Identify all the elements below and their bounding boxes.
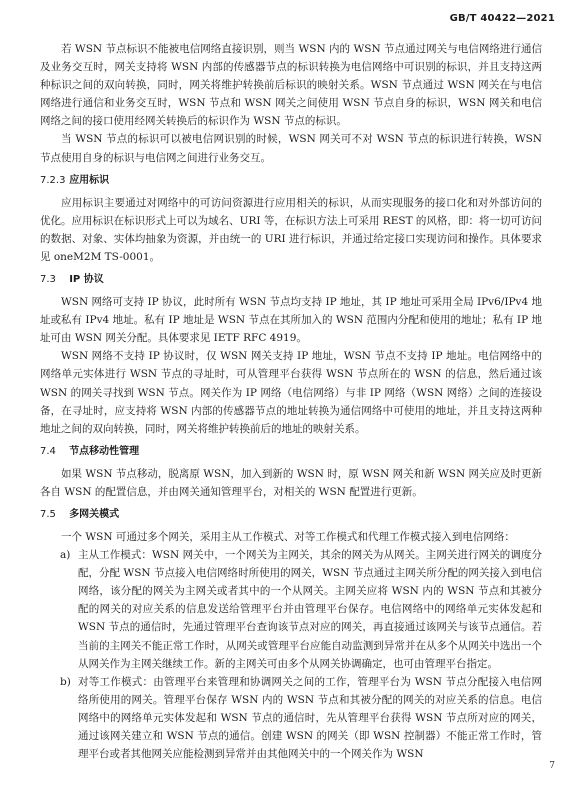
list-marker: a) [60,549,71,562]
section-title: 多网关模式 [69,508,120,520]
paragraph-ip-supported: WSN 网络可支持 IP 协议，此时所有 WSN 节点均支持 IP 地址，其 IP 地址可采用全局 IPv6/IPv4 地址或私有 IPv4 地址。私有 IP 地址是 WSN 节点在其所加入的 WSN 范围内分配和使用的地址；私有 IP 地址可由 WSN 网关分配。具体要求见 IETF RFC 4919。 [40,296,542,345]
section-title: 节点移动性管理 [69,445,140,457]
paragraph-multi-gateway-intro: 一个 WSN 可通过多个网关，采用主从工作模式、对等工作模式和代理工作模式接入到电信网络： [61,530,515,543]
list-item-master-slave [40,546,542,673]
paragraph-identifier-conversion: 若 WSN 节点标识不能被电信网络直接识别，则当 WSN 内的 WSN 节点通过网关与电信网络进行通信及业务交互时，网关支持将 WSN 内部的传感器节点的标识转换为电信网络中可识别的标识，并且支持这两种标识之间的双向转换，同时，网关将维护转换前后标识的映射关系。WSN 节点通过 WSN 网关在与电信网络进行通信和业务交互时，WSN 节点和 WSN 网关之间使用 WSN 节点自身的标识，WSN 网关和电信网络之间的接口使用经网关转换后的标识作为 WSN 节点的标识。 [40,43,542,128]
section-title: IP 协议 [69,274,104,286]
section-number: 7.5 [40,508,56,520]
section-title: 应用标识 [69,174,110,186]
section-heading-7-3 [40,271,542,289]
section-heading-7-5 [40,506,542,524]
standard-number: GB/T 40422—2021 [449,13,555,24]
list-item-peer [40,673,542,763]
list-item-text: 主从工作模式：WSN 网关中，一个网关为主网关，其余的网关为从网关。主网关进行网关的调度分配，分配 WSN 节点接入电信网络时所使用的网关，WSN 节点通过主网关所分配的网关接入到电信网络，该分配的网关为主网关或者其中的一个从网关。主网关应将 WSN 内的 WSN 节点和其被分配的网关的对应关系的信息发送给管理平台并由管理平台保存。电信网络中的网络单元实体发起和 WSN 节点的通信时，先通过管理平台查询该节点对应的网关，再直接通过该网关与该节点通信。若当前的主网关不能正常工作时，从网关或管理平台应能自动监测到异常并在从多个从网关中选出一个从网关作为主网关继续工作。新的主网关可由多个从网关协调确定，也可由管理平台指定。 [78,549,542,670]
paragraph-application-identifier: 应用标识主要通过对网络中的可访问资源进行应用相关的标识，从而实现服务的接口化和对外部访问的优化。应用标识在标识形式上可以为域名、URI 等，在标识方法上可采用 REST 的风格，即：将一切可访问的数据、对象、实体均抽象为资源，并由统一的 URI 进行标识，并通过给定接口实现访问和操作。具体要求见 oneM2M TS-0001。 [40,196,542,263]
document-body [40,40,542,763]
section-number: 7.3 [40,274,56,286]
page-number: 7 [549,761,555,771]
section-number: 7.2.3 [40,174,66,186]
list-item-text: 对等工作模式：由管理平台来管理和协调网关之间的工作，管理平台为 WSN 节点分配接入电信网络所使用的网关。管理平台保存 WSN 内的 WSN 节点和其被分配的网关的对应关系的信息。电信网络中的网络单元实体发起和 WSN 节点的通信时，先从管理平台获得 WSN 节点所对应的网关，通过该网关建立和 WSN 节点的通信。创建 WSN 的网关（即 WSN 控制器）不能正常工作时，管理平台或者其他网关应能检测到异常并由其他网关中的一个网关作为 WSN [78,675,542,761]
paragraph-node-mobility: 如果 WSN 节点移动，脱离原 WSN，加入到新的 WSN 时，原 WSN 网关和新 WSN 网关应及时更新各自 WSN 的配置信息，并由网关通知管理平台，对相关的 WSN 配置进行更新。 [40,467,542,498]
paragraph-identifier-direct: 当 WSN 节点的标识可以被电信网识别的时候，WSN 网关可不对 WSN 节点的标识进行转换，WSN 节点使用自身的标识与电信网之间进行业务交互。 [40,133,542,164]
section-number: 7.4 [40,445,56,457]
list-marker: b) [60,675,71,688]
section-heading-7-2-3 [40,172,542,190]
section-heading-7-4 [40,443,542,461]
paragraph-ip-not-supported: WSN 网络不支持 IP 协议时，仅 WSN 网关支持 IP 地址，WSN 节点不支持 IP 地址。电信网络中的网络单元实体进行 WSN 节点的寻址时，可从管理平台获得 WSN 节点所在的 WSN 的信息，然后通过该 WSN 的网关寻找到 WSN 节点。网关作为 IP 网络（电信网络）与非 IP 网络（WSN 网络）之间的连接设备，在寻址时，应支持将 WSN 内部的传感器节点的地址转换为通信网络中可使用的地址，并且支持这两种地址之间的双向转换，同时，网关将维护转换前后的地址的映射关系。 [40,350,542,435]
